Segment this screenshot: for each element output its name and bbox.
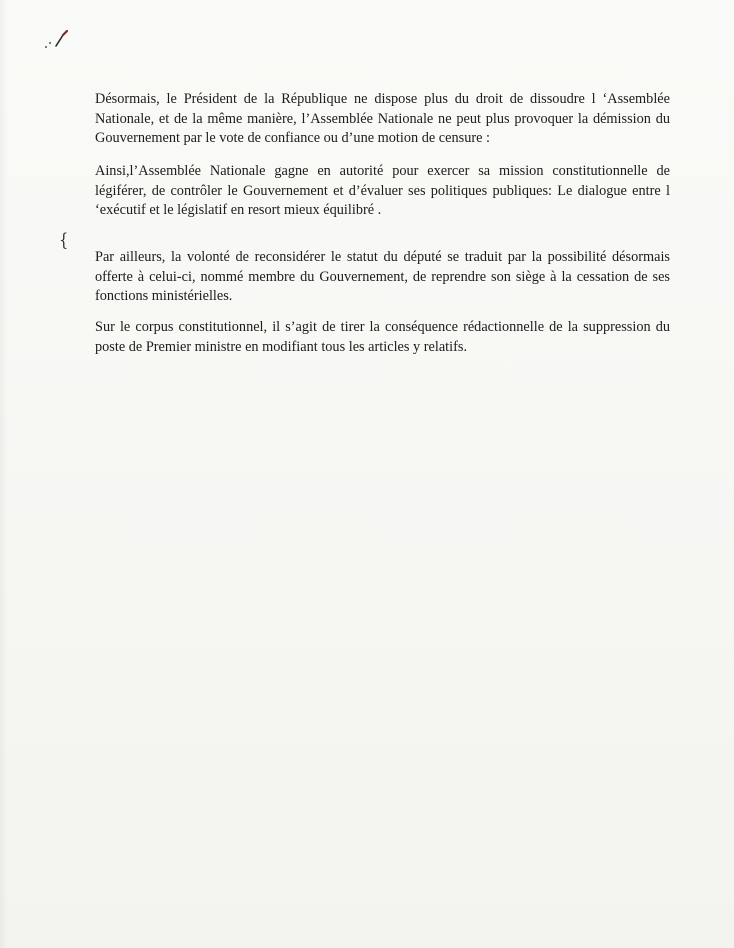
paragraph-assembly-authority: Ainsi,l’Assemblée Nationale gagne en autorité pour exercer sa mission constitutionnelle de légiférer, de contrôler le Gouvernement et d’évaluer ses politiques publiques: Le dialogue entre l ‘exécutif et le législatif en resort mieux équilibré . [95,163,670,218]
paragraph-deputy-status: Par ailleurs, la volonté de reconsidérer le statut du député se traduit par la possibilité désormais offerte à celui-ci, nommé membre du Gouvernement, de reprendre son siège à la cessation de ses fonctions ministérielles. [95,249,670,304]
paragraph-dissolution: Désormais, le Président de la République ne dispose plus du droit de dissoudre l ‘Assemblée Nationale, et de la même manière, l’Assemblée Nationale ne peut plus provoquer la démission du Gouvernement par le vote de confiance ou d’une motion de censure : [95,91,670,146]
scan-edge-shadow [0,0,8,948]
margin-brace-mark: { [59,230,69,251]
pen-stroke-mark [42,26,72,52]
paragraph-constitutional-corpus: Sur le corpus constitutionnel, il s’agit de tirer la conséquence rédactionnelle de la suppression du poste de Premier ministre en modifiant tous les articles y relatifs. [95,319,670,355]
